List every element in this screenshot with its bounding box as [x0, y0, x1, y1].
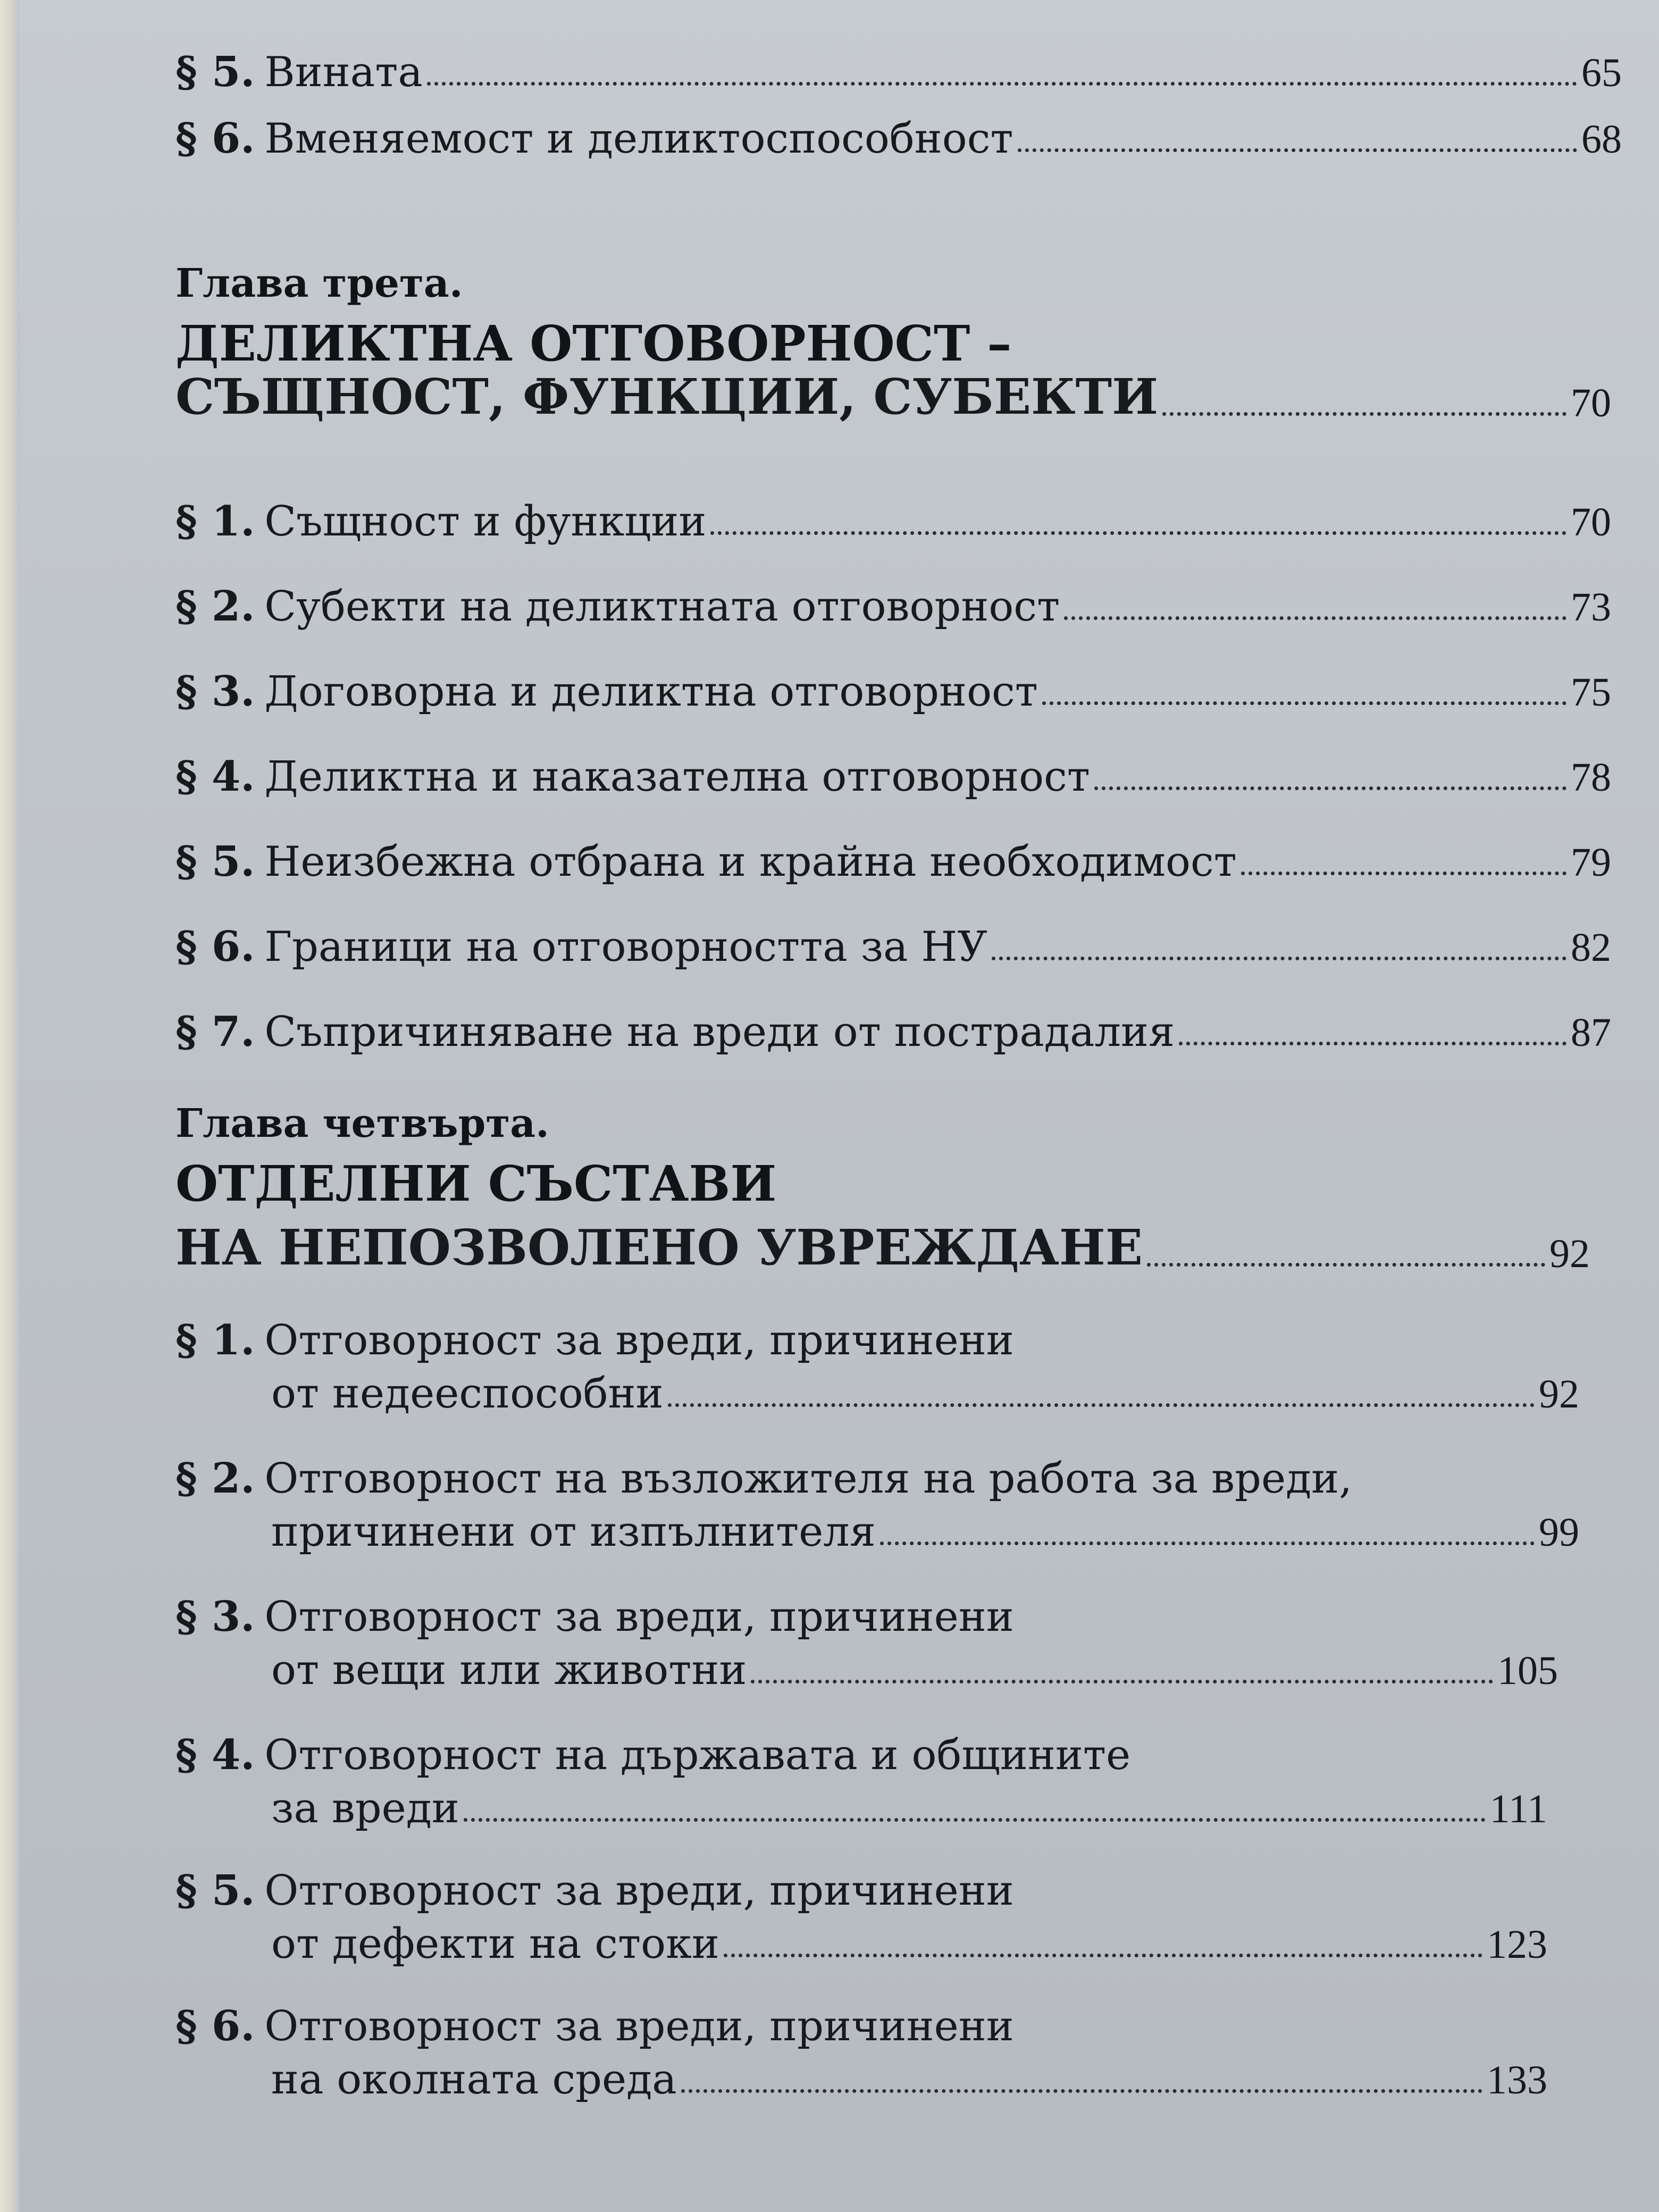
chapter-heading — [175, 261, 1611, 373]
page-number: 92 — [1549, 1231, 1590, 1276]
page-number: 133 — [1487, 2058, 1547, 2102]
page-number: 87 — [1571, 1010, 1611, 1055]
toc-entry-label: § 3. Отговорност за вреди, причинени — [175, 1593, 1014, 1641]
toc-entry — [175, 2002, 1547, 2104]
toc-entry-label: § 2. Отговорност на възложителя на работа за вреди, — [175, 1454, 1352, 1503]
toc-entry-label: § 5. Отговорност за вреди, причинени — [175, 1866, 1014, 1915]
toc-entry-continuation — [175, 1508, 1579, 1556]
chapter-title-line: СЪЩНОСТ, ФУНКЦИИ, СУБЕКТИ — [175, 368, 1159, 425]
toc-entry — [175, 1454, 1579, 1556]
toc-entry-label: § 5. Неизбежна отбрана и крайна необходимост — [175, 837, 1237, 886]
dot-leader — [1042, 701, 1566, 705]
page-number: 99 — [1539, 1510, 1579, 1555]
dot-leader — [427, 82, 1577, 86]
page-number: 92 — [1539, 1372, 1579, 1417]
toc-entry-label: § 4. Деликтна и наказателна отговорност — [175, 752, 1090, 801]
dot-leader — [992, 957, 1566, 960]
toc-entry — [175, 667, 1611, 716]
toc-entry-label: § 6. Отговорност за вреди, причинени — [175, 2002, 1014, 2050]
toc-entry — [175, 48, 1622, 96]
dot-leader — [464, 1818, 1486, 1822]
chapter-heading — [175, 1101, 1611, 1213]
page-number: 73 — [1571, 585, 1611, 630]
page-number: 78 — [1571, 755, 1611, 800]
toc-entry-label: § 1. Същност и функции — [175, 497, 707, 546]
dot-leader — [1094, 786, 1566, 790]
page-number: 111 — [1489, 1787, 1547, 1831]
toc-entry-continuation — [175, 2056, 1547, 2104]
toc-entry — [175, 1218, 1590, 1277]
toc-entry-label: на околната среда — [271, 2056, 677, 2104]
toc-entry — [175, 367, 1611, 426]
toc-entry-label: § 4. Отговорност на държавата и общините — [175, 1731, 1131, 1779]
page-number: 70 — [1571, 500, 1611, 544]
page-number: 65 — [1581, 51, 1622, 95]
toc-entry-continuation — [175, 1784, 1547, 1832]
dot-leader — [1018, 148, 1577, 152]
dot-leader — [1241, 872, 1566, 875]
toc-entry — [175, 1593, 1558, 1694]
chapter-title-line: НА НЕПОЗВОЛЕНО УВРЕЖДАНЕ — [175, 1219, 1143, 1276]
chapter-title-line: ОТДЕЛНИ СЪСТАВИ — [175, 1155, 777, 1212]
toc-entry-label: § 6. Граници на отговорността за НУ — [175, 923, 987, 971]
dot-leader — [710, 531, 1566, 535]
chapter-kicker: Глава трета. — [175, 261, 463, 306]
toc-entry — [175, 1316, 1579, 1418]
toc-entry-label: за вреди — [271, 1784, 459, 1832]
page-number: 79 — [1571, 840, 1611, 885]
page-number: 82 — [1571, 925, 1611, 970]
toc-entry-continuation — [175, 1646, 1558, 1694]
toc-entry — [175, 1866, 1547, 1968]
toc-entry — [175, 923, 1611, 971]
toc-entry-label: § 2. Субекти на деликтната отговорност — [175, 582, 1060, 631]
toc-entry-label: § 5. Вината — [175, 48, 423, 96]
dot-leader — [668, 1403, 1535, 1407]
dot-leader — [1179, 1042, 1566, 1045]
page-number: 68 — [1581, 117, 1622, 162]
toc-entry-label: § 3. Договорна и деликтна отговорност — [175, 667, 1038, 716]
toc-entry-continuation — [175, 1370, 1579, 1418]
toc-entry-label: от дефекти на стоки — [271, 1920, 719, 1968]
toc-entry-label: § 6. Вменяемост и деликтоспособност — [175, 114, 1013, 163]
dot-leader — [751, 1680, 1493, 1683]
dot-leader — [1162, 412, 1566, 416]
toc-entry — [175, 497, 1611, 546]
toc-entry — [175, 752, 1611, 801]
page-number: 105 — [1497, 1648, 1558, 1693]
toc-entry-label: от вещи или животни — [271, 1646, 747, 1694]
dot-leader — [1147, 1263, 1545, 1267]
chapter-kicker: Глава четвърта. — [175, 1101, 549, 1146]
toc-entry — [175, 1731, 1547, 1832]
chapter-title-line: ДЕЛИКТНА ОТГОВОРНОСТ – — [175, 315, 1012, 372]
toc-entry-label: § 1. Отговорност за вреди, причинени — [175, 1316, 1014, 1364]
page-edge — [0, 0, 19, 2212]
toc-entry-label: причинени от изпълнителя — [271, 1508, 876, 1556]
page-number: 123 — [1487, 1922, 1547, 1967]
page-number: 70 — [1571, 381, 1611, 425]
dot-leader — [724, 1954, 1482, 1957]
toc-entry — [175, 1008, 1611, 1056]
toc-entry-label: § 7. Съпричиняване на вреди от пострадалия — [175, 1008, 1175, 1056]
page-number: 75 — [1571, 670, 1611, 715]
toc-entry — [175, 837, 1611, 886]
toc-entry-continuation — [175, 1920, 1547, 1968]
toc-entry-label: от недееспособни — [271, 1370, 664, 1418]
dot-leader — [1064, 616, 1566, 620]
toc-entry — [175, 114, 1622, 163]
toc-entry — [175, 582, 1611, 631]
dot-leader — [681, 2089, 1482, 2093]
dot-leader — [880, 1541, 1535, 1545]
